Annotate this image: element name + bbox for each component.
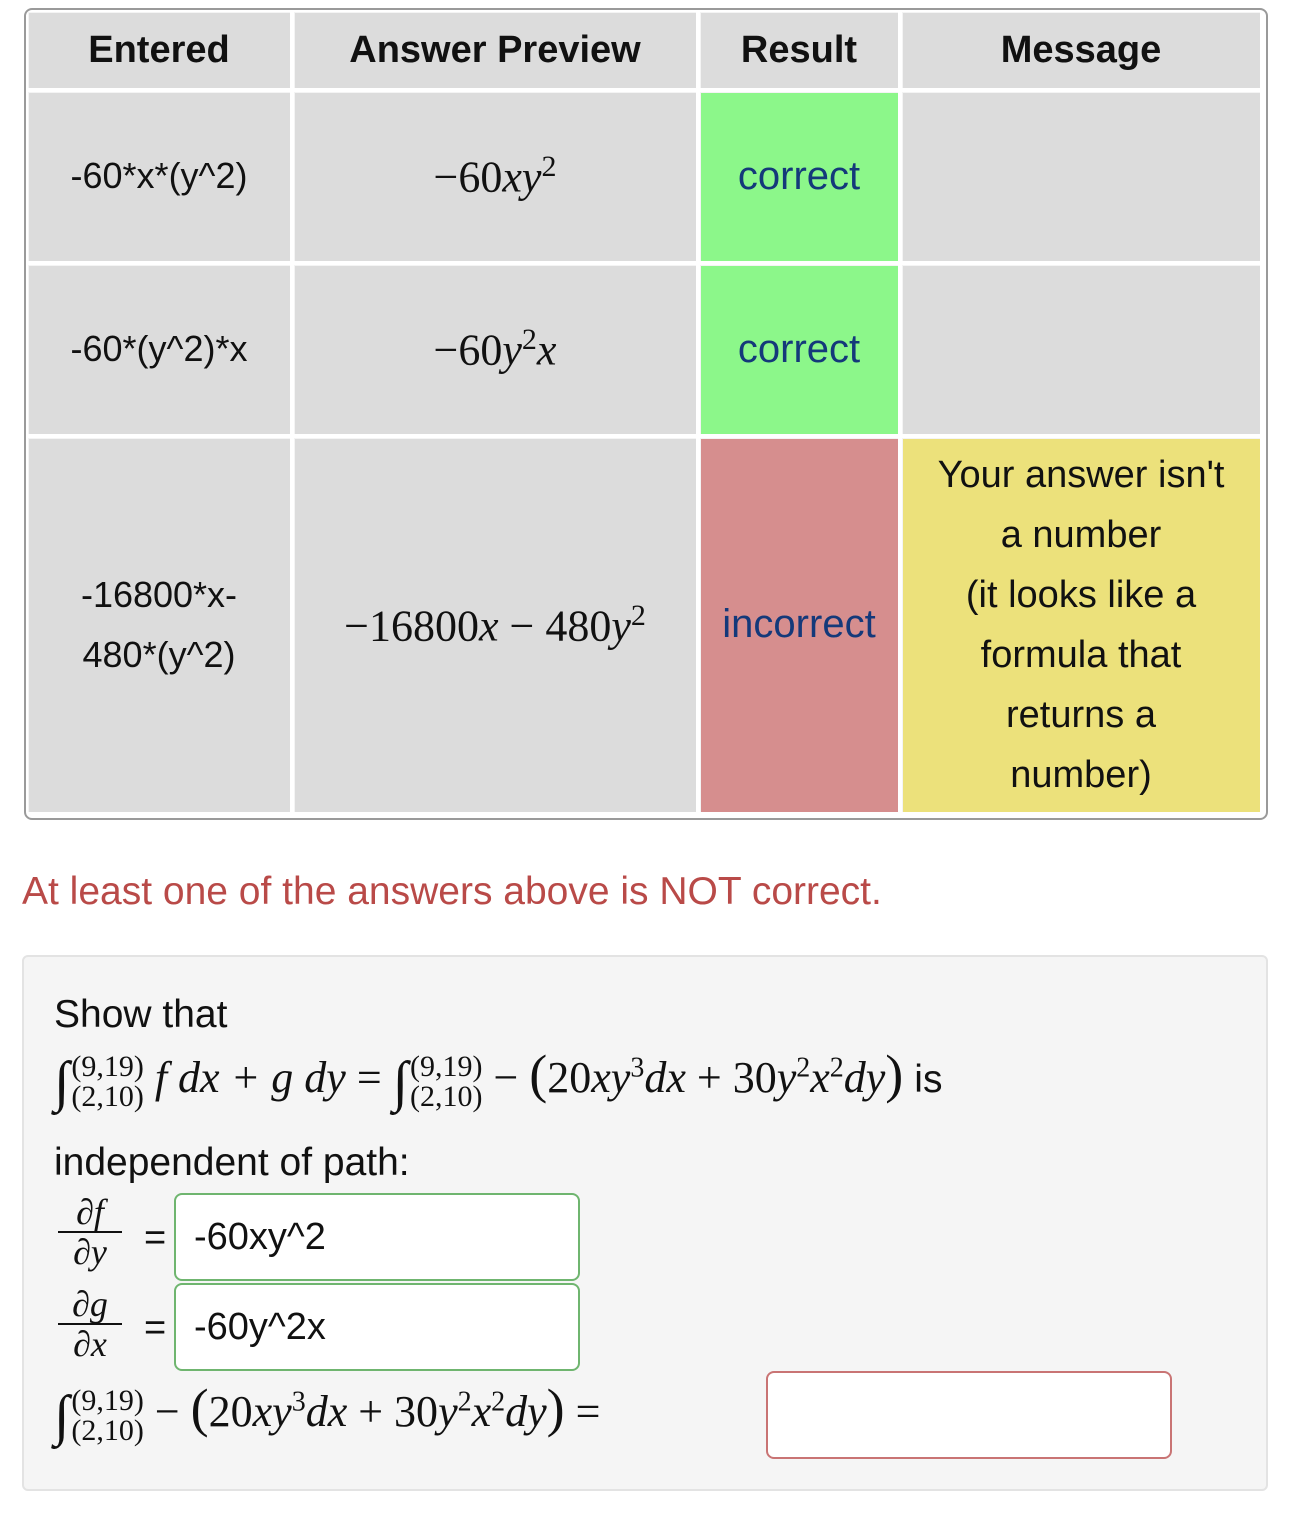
partial-g-x-fraction: $\frac{\partial g}{\partial x}$ [58,1285,122,1363]
answer-preview-cell: $-60y^2x$ [294,265,696,434]
result-correct-cell: correct [700,265,898,434]
integral-value-expression: ∫(9,19) $(2,10) - (20xy^3dx + 30y^2x^2dy)$ = [54,1378,601,1447]
entered-cell: -60*(y^2)*x [28,265,290,434]
summary-message: At least one of the answers above is NOT correct. [22,870,882,913]
table-row [28,92,1260,261]
problem-intro: Show that [54,993,228,1036]
upper-limit: (9,19) [409,1049,483,1083]
answer-preview-cell: $-60xy^2$ [294,92,696,261]
df-dy-input[interactable] [174,1193,580,1281]
lower-limit: (2,10) [71,1079,144,1113]
table-row [28,438,1260,812]
lower-limit: (2,10) [409,1079,483,1113]
entered-line: 480*(y^2) [82,633,236,675]
partial-f-y-fraction: $\frac{\partial f}{\partial y}$ [58,1193,122,1271]
entered-cell [28,438,290,812]
message-warning-cell [902,438,1260,812]
equals-sign: = [144,1217,167,1259]
message-cell [902,92,1260,261]
problem-statement [54,1043,942,1114]
answer-preview-cell: $-16800x - 480y^2$ [294,438,696,812]
table-row [28,265,1260,434]
header-result: Result [700,12,898,88]
results-table [24,8,1268,820]
integral-value-input[interactable] [766,1371,1172,1459]
result-correct-cell: correct [700,92,898,261]
entered-cell: -60*x*(y^2) [28,92,290,261]
message-line: returns a [1006,693,1156,736]
header-entered: Entered [28,12,290,88]
message-line: number) [1010,753,1152,796]
problem-box [22,955,1268,1491]
message-line: (it looks like a [965,573,1197,616]
lower-limit: (2,10) [71,1413,144,1447]
equals-sign: = [144,1307,167,1349]
header-message: Message [902,12,1260,88]
dg-dx-input[interactable] [174,1283,580,1371]
message-cell [902,265,1260,434]
entered-line: -16800*x- [80,573,238,615]
problem-independent: independent of path: [54,1141,410,1184]
integral-expression: ∫(9,19) (2,10) f dx + g dy = ∫(9,19) $(2,10) - (20xy^3dx + 30y^2x^2dy)$ [54,1044,904,1113]
header-answer-preview: Answer Preview [294,12,696,88]
message-line: a number [1000,513,1162,556]
message-line: formula that [980,633,1182,676]
upper-limit: (9,19) [71,1049,144,1083]
result-incorrect-cell: incorrect [700,438,898,812]
message-line: Your answer isn't [937,453,1225,496]
is-label: is [914,1058,943,1101]
upper-limit: (9,19) [71,1383,144,1417]
